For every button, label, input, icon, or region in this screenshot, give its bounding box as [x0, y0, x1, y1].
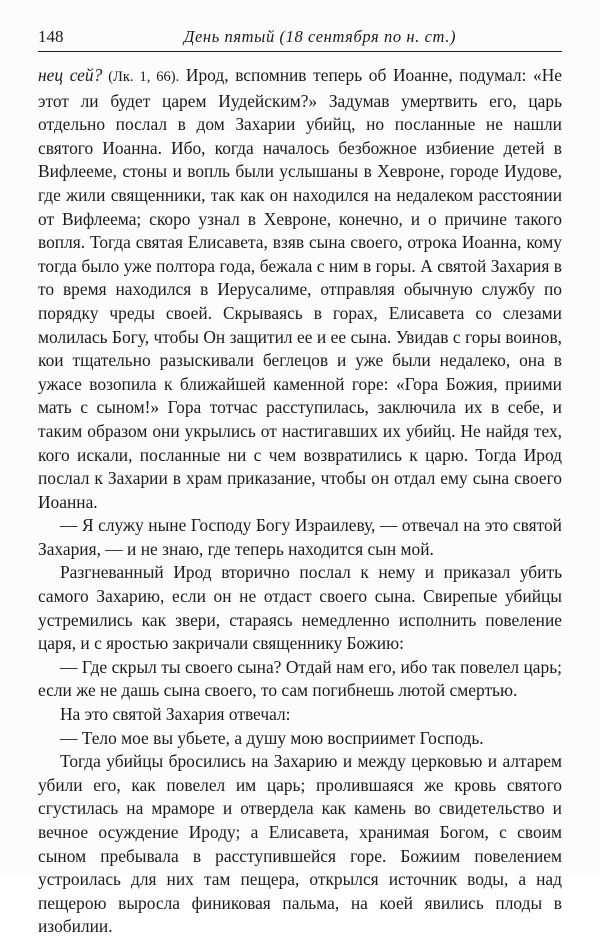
paragraph-1-text: Ирод, вспомнив теперь об Иоанне, подумал: «Не этот ли будет царем Иудейским?» Задумав умертвить его, царь отдельно послал в дом Захарии убийц, но посланные не нашли святого Иоанна. Ибо, когда началось безбожное избиение детей в Вифлееме, стоны и вопль были услышаны в Хевроне, городе Иудове, где жили священники, так как он находился на недалеком расстоянии от Вифлеема; скоро узнал в Хевроне, конечно, и о причине такого вопля. Тогда святая Елисавета, взяв сына своего, отрока Иоанна, кому тогда было уже полтора года, бежала с ним в горы. А святой Захария в то время находился в Иерусалиме, отправляя обычную службу по порядку чреды своей. Скрываясь в горах, Елисавета со слезами молилась Богу, чтобы Он защитил ее и ее сына. Увидав с горы воинов, кои тщательно разыскивали беглецов и уже были недалеко, она в ужасе возопила к ближайшей каменной горе: «Гора Божия, приими мать с сыном!» Гора тотчас расступилась, заключила их в себе, и таким образом они укрылись от настигавших их убийц. Не найдя тех, кого искали, посланные ни с чем возвратились к царю. Тогда Ирод послал к Захарии в храм приказание, чтобы он отдал ему сына своего Иоанна. [38, 65, 562, 512]
paragraph-5: На это святой Захария отвечал: [60, 704, 291, 725]
page-header [38, 22, 562, 50]
paragraph-7: Тогда убийцы бросились на Захарию и между церковью и алтарем убили его, как повелел им царь; пролившаяся же кровь святого сгустилась на мраморе и отвердела как камень во свидетельство и вечное осуждение Ироду; а Елисавета, хранимая Богом, с своим сыном пребывала в расступившейся горе. Божиим повелением устроилась для них там пещера, открылся источник воды, а над пещерою выросла финиковая пальма, на коей явились плоды в изобилии. [38, 751, 562, 937]
page-number: 148 [38, 27, 64, 46]
page-body [38, 64, 562, 939]
paragraph-4: — Где скрыл ты своего сына? Отдай нам его, ибо так повелел царь; если же не дашь сына своего, то сам погибнешь лютой смертью. [38, 656, 562, 701]
paragraph-2: — Я служу ныне Господу Богу Израилеву, — отвечал на это святой Захария, — и не знаю, где теперь находится сын мой. [38, 515, 562, 559]
running-title: День пятый (18 сентября по н. ст.) [183, 27, 457, 46]
scripture-reference: (Лк. 1, 66). [102, 69, 180, 85]
paragraph-3: Разгневанный Ирод вторично послал к нему и приказал убить самого Захарию, если он не отдаст своего сына. Свирепые убийцы устремились как звери, стараясь немедленно исполнить повеление царя, и с яростью закричали священнику Божию: [38, 562, 562, 654]
header-rule [38, 51, 562, 52]
paragraph-6: — Тело мое вы убьете, а душу мою восприимет Господь. [60, 727, 484, 748]
continued-quote-italic: нец сей? [38, 65, 103, 85]
paragraph-1 [38, 64, 562, 514]
